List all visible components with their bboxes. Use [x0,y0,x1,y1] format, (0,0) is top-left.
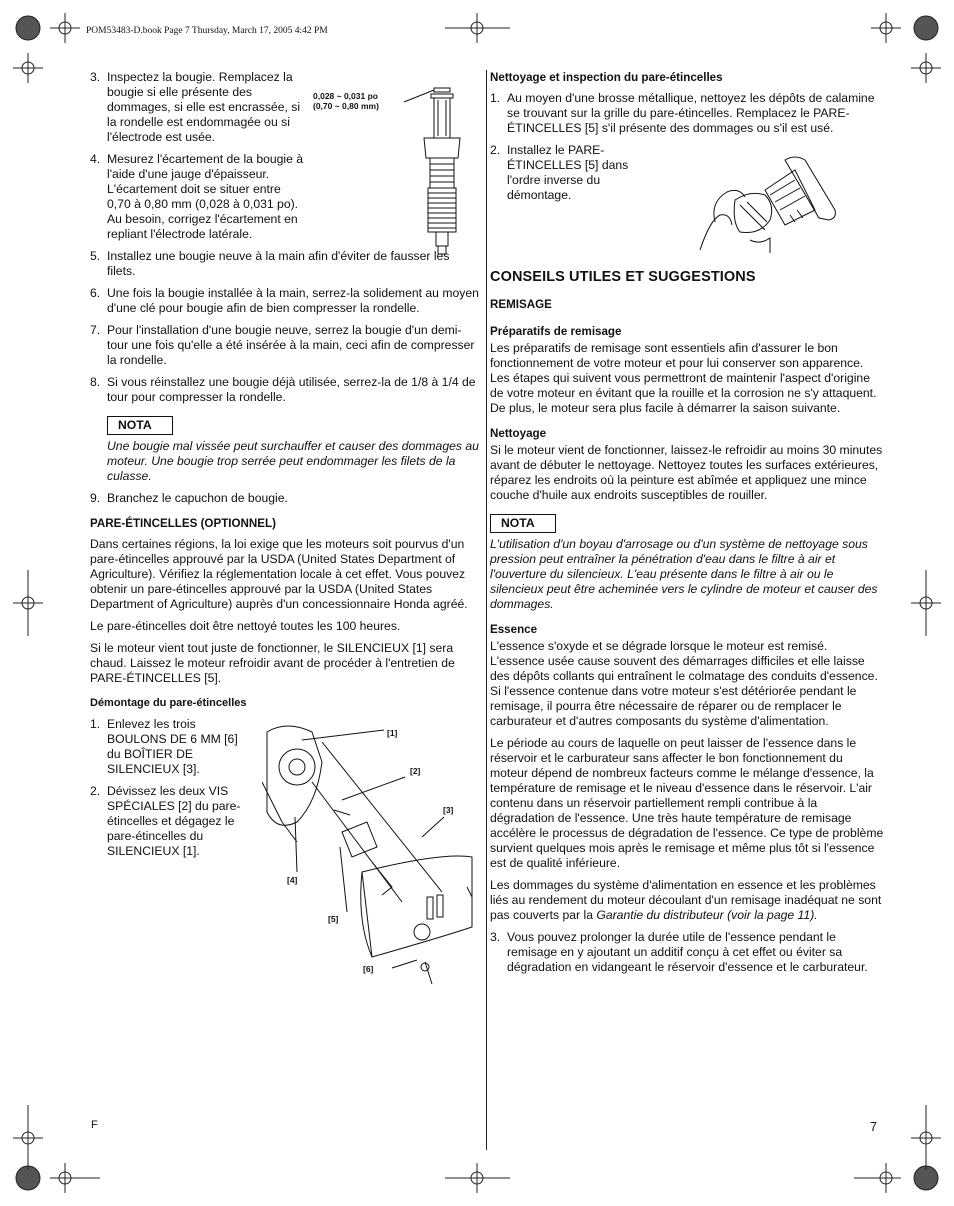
list-item: 3. Inspectez la bougie. Remplacez la bougie si elle présente des dommages, si elle est encrassée, si la rondelle est endommagée ou si l'électrode est usée. [90,70,301,144]
step-text: Vous pouvez prolonger la durée utile de l'essence pendant le remisage en y ajoutant un additif conçu à cet effet ou éviter sa dégradation en vidangeant le réservoir d'essence et le carburateur. [507,930,868,974]
list-item: 8. Si vous réinstallez une bougie déjà utilisée, serrez-la de 1/8 à 1/4 de tour pour compresser la rondelle. [90,375,476,404]
paragraph: Dans certaines régions, la loi exige que les moteurs soit pourvus d'un pare-étincelles approuvé par la USDA (United States Department of Agriculture). Vérifiez la réglementation locale à cet effet. Vous pouvez obtenir un pare-étincelles approuvé par la USDA (United States Department of Agriculture) auprès d'un concessionnaire Honda agréé. [90,537,468,611]
nota-label: NOTA [107,416,173,435]
fuel-steps [490,930,884,975]
step-text: Pour l'installation d'une bougie neuve, serrez la bougie d'un demi-tour une fois qu'elle a été insérée à la main, ceci afin de compresser la rondelle. [107,323,475,367]
callout-3: [3] [443,805,454,815]
list-item: 4. Mesurez l'écartement de la bougie à l'aide d'une jauge d'épaisseur. L'écartement doit se situer entre 0,70 à 0,80 mm (0,028 à 0,031 po). Au besoin, corrigez l'écartement en repliant l'électrode latérale. [90,152,304,241]
demontage-steps [90,717,250,859]
subsection-heading: Nettoyage et inspection du pare-étincelles [490,71,723,84]
step-text: Si vous réinstallez une bougie déjà utilisée, serrez-la de 1/8 à 1/4 de tour pour compresser la rondelle. [107,375,476,404]
step-text: Au moyen d'une brosse métallique, nettoyez les dépôts de calamine se trouvant sur la grille du pare-étincelles. Remplacez le PARE-ÉTINCELLES [5] s'il présente des dommages ou s'il est usé. [507,91,875,135]
step-text: Dévissez les deux VIS SPÉCIALES [2] du pare-étincelles et dégagez le pare-étincelles du SILENCIEUX [1]. [107,784,241,858]
language-code: F [91,1119,98,1131]
list-item: 7. Pour l'installation d'une bougie neuve, serrez la bougie d'un demi-tour une fois qu'elle a été insérée à la main, ceci afin de compresser la rondelle. [90,323,475,367]
column-divider [486,70,487,1150]
paragraph: Si le moteur vient tout juste de fonctionner, le SILENCIEUX [1] sera chaud. Laissez le moteur refroidir avant de procéder à l'entretien de PARE-ÉTINCELLES [5]. [90,641,455,685]
step-text: Une fois la bougie installée à la main, serrez-la solidement au moyen d'une clé pour bougie afin de bien compresser la rondelle. [107,286,479,315]
paragraph: Les préparatifs de remisage sont essentiels afin d'assurer le bon fonctionnement de votre moteur et pour lui conserver son apparence. Les étapes qui suivent vous permettront de maintenir l'aspect d'origine de votre moteur en évitant que la rouille et la corrosion ne s'y attaquent. De plus, le moteur sera plus facile à démarrer la saison suivante. [490,341,877,415]
list-item: 3. Vous pouvez prolonger la durée utile de l'essence pendant le remisage en y ajoutant un additif conçu à cet effet ou éviter sa dégradation en vidangeant le réservoir d'essence et le carburateur. [490,930,868,974]
subsection-heading: Nettoyage [490,427,547,440]
step-text: Installez le PARE-ÉTINCELLES [5] dans l'ordre inverse du démontage. [507,143,629,202]
subsection-heading: Essence [490,623,538,636]
list-item: 2. Dévissez les deux VIS SPÉCIALES [2] du pare-étincelles et dégagez le pare-étincelles du SILENCIEUX [1]. [90,784,241,858]
gap-label: 0,028 ~ 0,031 po (0,70 ~ 0,80 mm) [313,91,379,111]
subsection-heading: Démontage du pare-étincelles [90,697,247,709]
list-item: 2. Installez le PARE-ÉTINCELLES [5] dans l'ordre inverse du démontage. [490,143,629,202]
list-item: 9. Branchez le capuchon de bougie. [90,491,288,505]
step-text: Branchez le capuchon de bougie. [107,491,288,505]
nota-label: NOTA [490,514,556,533]
muffler-exploded-diagram [262,722,482,992]
step-text: Inspectez la bougie. Remplacez la bougie si elle présente des dommages, si elle est encrassée, si la rondelle est endommagée ou si l'électrode est usée. [107,70,301,144]
section-heading: PARE-ÉTINCELLES (OPTIONNEL) [90,517,276,530]
spark-plug-illustration [396,80,466,255]
nota-block [90,412,480,484]
callout-5: [5] [328,914,339,924]
step-text: Enlevez les trois BOULONS DE 6 MM [6] du BOÎTIER DE SILENCIEUX [3]. [107,717,238,776]
nota-text: Une bougie mal vissée peut surchauffer et causer des dommages au moteur. Une bougie trop serrée peut endommager les filets de la culasse. [107,439,479,483]
spark-plug-steps-top [90,70,305,242]
list-item: 6. Une fois la bougie installée à la main, serrez-la solidement au moyen d'une clé pour bougie afin de bien compresser la rondelle. [90,286,479,315]
brush-cleaning-illustration [695,150,840,255]
paragraph: Si le moteur vient de fonctionner, laissez-le refroidir au moins 30 minutes avant de débuter le nettoyage. Nettoyez toutes les surfaces extérieures, réparez les endroits où la peinture est abîmée et appliquez une mince couche d'huile aux endroits susceptibles de rouiller. [490,443,883,502]
file-slug: POM53483-D.book Page 7 Thursday, March 17, 2005 4:42 PM [86,26,328,36]
list-item: 1. Au moyen d'une brosse métallique, nettoyez les dépôts de calamine se trouvant sur la grille du pare-étincelles. Remplacez le PARE-ÉTINCELLES [5] s'il présente des dommages ou s'il est usé. [490,91,875,135]
section-heading: REMISAGE [490,298,552,311]
warranty-reference: Garantie du distributeur (voir la page 11). [596,908,818,922]
spark-plug-steps-mid [90,249,480,405]
page-number: 7 [870,1120,877,1134]
step-text: Mesurez l'écartement de la bougie à l'aide d'une jauge d'épaisseur. L'écartement doit se situer entre 0,70 à 0,80 mm (0,028 à 0,031 po). Au besoin, corrigez l'écartement en repliant l'électrode latérale. [107,152,304,241]
step-text: Installez une bougie neuve à la main afin d'éviter de fausser les filets. [107,249,450,278]
section-title: CONSEILS UTILES ET SUGGESTIONS [490,269,756,285]
paragraph: Le période au cours de laquelle on peut laisser de l'essence dans le réservoir et le carburateur sans affecter le bon fonctionnement du moteur dépend de nombreux facteurs comme le mélange d'essence, la température de remisage et le niveau d'essence dans le réservoir. L'air contenu dans un réservoir partiellement rempli contribue à la dégradation de l'essence. Une très haute température de remisage accélère le processus de dégradation de l'essence. Ce type de problème survient quelques mois après le remisage et même plus tôt si l'essence est de qualité inférieure. [490,736,884,870]
callout-2: [2] [410,766,421,776]
nota-text: L'utilisation d'un boyau d'arrosage ou d'un système de nettoyage sous pression peut entraîner la pénétration d'eau dans le filtre à air et l'ouverture du silencieux. L'eau présente dans le filtre à air ou le silencieux peut être acheminée vers le cylindre de moteur et causer des dommages. [490,537,878,611]
subsection-heading: Préparatifs de remisage [490,325,622,338]
paragraph: Les dommages du système d'alimentation en essence et les problèmes liés au rendement du moteur découlant d'un remisage inadéquat ne sont pas couverts par la Garantie du distributeur (voir la page 11). [490,878,882,922]
callout-4: [4] [287,875,298,885]
spark-plug-step-9 [90,491,480,506]
callout-1: [1] [387,728,398,738]
callout-6: [6] [363,964,374,974]
list-item: 1. Enlevez les trois BOULONS DE 6 MM [6] du BOÎTIER DE SILENCIEUX [3]. [90,717,238,776]
list-item: 5. Installez une bougie neuve à la main afin d'éviter de fausser les filets. [90,249,450,278]
paragraph: L'essence s'oxyde et se dégrade lorsque le moteur est remisé. L'essence usée cause souvent des démarrages difficiles et elle laisse des dépôts collants qui entraînent le colmatage des conduits d'essence. Si l'essence contenue dans votre moteur s'est détériorée pendant le remisage, il pourra être nécessaire de réparer ou de remplacer le carburateur et d'autres composants du système d'alimentation. [490,639,878,728]
paragraph: Le pare-étincelles doit être nettoyé toutes les 100 heures. [90,619,401,633]
